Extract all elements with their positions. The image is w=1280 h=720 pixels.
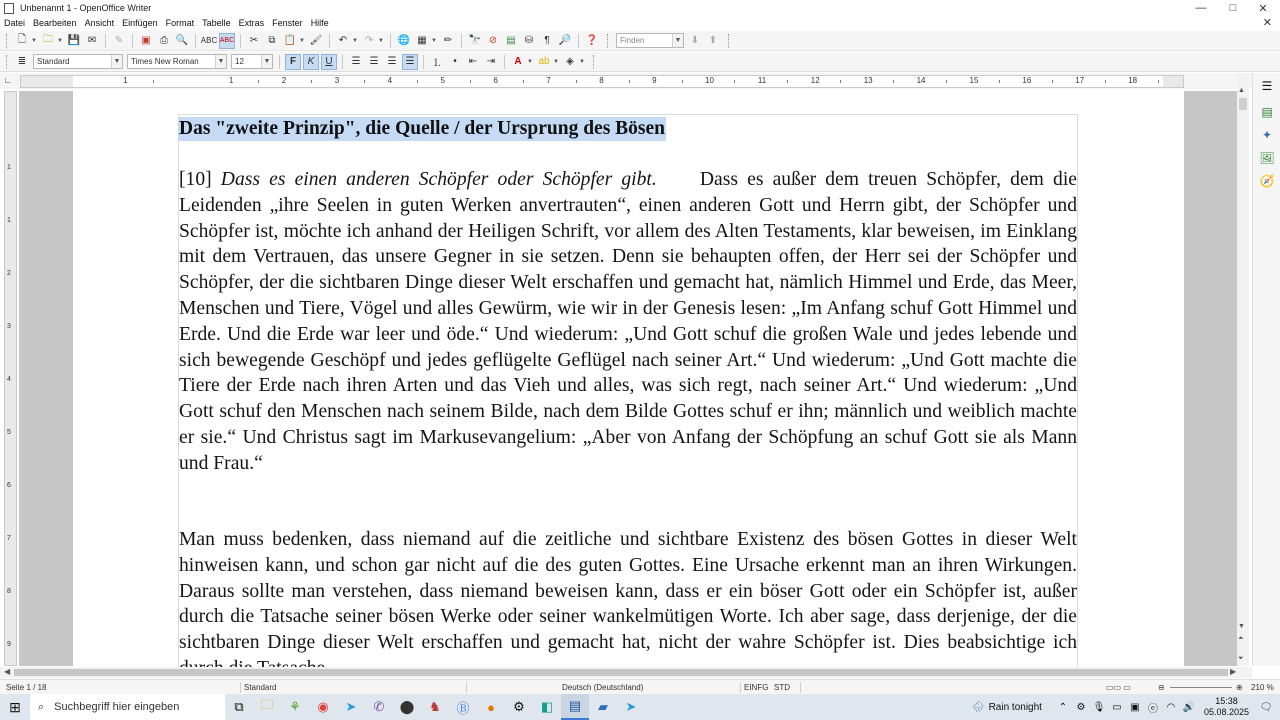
sidebar-menu-icon[interactable]: ☰ <box>1261 79 1273 93</box>
vruler-label: 5 <box>7 429 11 436</box>
ruler-tick <box>1105 80 1106 83</box>
paste-dropdown-icon[interactable]: ▼ <box>299 37 305 44</box>
italic-button[interactable]: K <box>303 54 319 70</box>
vruler-label: 8 <box>7 588 11 595</box>
ruler-tick <box>840 80 841 83</box>
spellcheck-icon[interactable]: ABC <box>200 36 218 45</box>
ruler-tick <box>893 80 894 83</box>
menu-fenster[interactable]: Fenster <box>272 18 303 28</box>
vruler-label: 9 <box>7 641 11 648</box>
previous-page-icon[interactable]: ⏶ <box>1238 635 1244 642</box>
battery-icon[interactable]: ▭ <box>1112 701 1122 713</box>
menu-tabelle[interactable]: Tabelle <box>202 18 231 28</box>
ruler-tick <box>364 80 365 83</box>
toolbar-grip[interactable] <box>6 34 9 48</box>
ruler-label: 6 <box>493 76 498 85</box>
toolbar-separator <box>461 34 462 48</box>
ruler-tick <box>946 80 947 83</box>
ruler-label: 4 <box>387 76 393 85</box>
styles-icon[interactable]: ✦ <box>1261 128 1273 142</box>
underline-button[interactable]: U <box>321 54 337 70</box>
ruler-tick <box>787 80 788 83</box>
formatting-toolbar <box>0 52 1280 72</box>
title-bar <box>0 0 1280 16</box>
window-title: Unbenannt 1 - OpenOffice Writer <box>20 3 152 13</box>
properties-icon[interactable]: ▤ <box>1261 105 1273 119</box>
ruler-label: 17 <box>1075 76 1085 85</box>
clone-formatting-icon[interactable]: 🖌 <box>309 35 323 46</box>
ruler-label: 3 <box>334 76 340 85</box>
selection-mode[interactable]: STD <box>774 683 790 692</box>
paragraph-1-text: Dass es außer dem treuen Schöpfer, dem die Leidenden „ihre Seelen in guten Werken anvertrauten“, einen anderen Gott und Herrn gibt, der Schöpfer und Schöpfer ist, möchte ich anhand der Heiligen Schrift, vor allem des Alten Testaments, klar beweisen, im Einklang mit dem Vertrauen, das unsere Gegner in sie setzen. Denn sie behaupten offen, der Herr sei der Schöpfer und Schöpfer, der die sichtbaren Dinge dieser Welt erschaffen und gemacht hat, nämlich Himmel und Erde, das Meer, Menschen und Tiere, Vögel und alles Gewürm, wie wir in der Genesis lesen: „Im Anfang schuf Gott Himmel und Erde. Und die Erde war leer und öde.“ Und wiederum: „Und Gott schuf die großen Wale und jedes lebende und sich bewegende Geschöpf und jedes geflügelte Geflügel nach seiner Art.“ Und wiederum: „Und Gott machte die Tiere der Erde nach ihren Arten und das Vieh und alles, was sich regt, nach seiner Art.“ Und wiederum: „Und Gott schuf den Menschen nach seinem Bilde, nach dem Bilde Gottes schuf er ihn; männlich und weiblich machte er sie.“ Und Christus sagt im Markusevangelium: „Aber von Anfang der Schöpfung an schuf Gott sie als Mann und Frau.“ <box>179 169 1077 474</box>
settings-icon[interactable]: ⚙ <box>513 699 525 714</box>
app-icon-dark[interactable]: ⬤ <box>399 699 415 714</box>
data-sources-icon[interactable]: ⛁ <box>524 35 534 46</box>
zoom-level[interactable]: 210 % <box>1251 683 1274 692</box>
table-icon[interactable]: ▦ <box>417 35 427 46</box>
toolbar-grip[interactable] <box>607 34 610 48</box>
microphone-icon[interactable]: 🎙 <box>1092 701 1106 713</box>
horizontal-scrollbar[interactable] <box>0 667 1252 678</box>
tray-app-icon[interactable]: ⚙ <box>1076 701 1086 713</box>
nonprinting-chars-icon[interactable]: ¶ <box>544 35 550 46</box>
background-color-icon[interactable]: ◈ <box>566 56 574 67</box>
horizontal-ruler[interactable] <box>20 75 1184 88</box>
ruler-label: 1 <box>228 76 234 85</box>
view-layout-icons[interactable]: ▭▭ ▭ <box>1106 683 1131 692</box>
paragraph-1-number: [10] <box>179 169 212 190</box>
vruler-label: 1 <box>7 164 11 171</box>
gallery-icon[interactable]: ▤ <box>506 35 516 46</box>
email-icon[interactable]: ✉ <box>87 35 97 46</box>
clock-time: 15:38 <box>1215 696 1238 706</box>
wifi-icon[interactable]: ◠ <box>1166 701 1176 713</box>
vruler-label: 3 <box>7 323 11 330</box>
increase-indent-icon[interactable]: ⇥ <box>486 56 496 67</box>
paragraph-1-italic: Dass es einen anderen Schöpfer oder Schöpfer gibt. <box>220 169 657 190</box>
find-dropdown-icon[interactable]: ▼ <box>672 34 683 47</box>
find-next-icon[interactable]: ⬇ <box>690 35 700 46</box>
document-heading[interactable]: Das "zweite Prinzip", die Quelle / der Ursprung des Bösen <box>179 118 666 139</box>
zoom-slider[interactable] <box>1170 687 1232 688</box>
toolbar-separator <box>504 55 505 69</box>
app-icon-orange[interactable]: ● <box>487 699 495 715</box>
zoom-in-icon[interactable]: ⊕ <box>1236 683 1243 692</box>
ruler-tick <box>311 80 312 83</box>
app-icon-red[interactable]: ♞ <box>429 699 441 714</box>
tray-overflow-icon[interactable]: ⌃ <box>1058 701 1068 713</box>
redo-dropdown-icon[interactable]: ▼ <box>378 37 384 44</box>
toolbar-separator <box>279 55 280 69</box>
highlighting-dropdown-icon[interactable]: ▼ <box>553 58 559 65</box>
vruler-label: 2 <box>7 270 11 277</box>
find-placeholder: Finden <box>620 36 645 45</box>
menu-hilfe[interactable]: Hilfe <box>310 18 329 28</box>
justify-icon[interactable]: ☰ <box>402 54 418 70</box>
file-explorer-icon[interactable]: 🗀 <box>260 697 274 712</box>
toolbar-separator <box>423 55 424 69</box>
notification-icon[interactable]: 🗨 <box>1259 701 1273 713</box>
ruler-label: 15 <box>969 76 979 85</box>
highlighting-icon[interactable]: ab <box>538 56 550 67</box>
menu-einfuegen[interactable]: Einfügen <box>122 18 158 28</box>
ruler-label: 5 <box>440 76 445 85</box>
decrease-indent-icon[interactable]: ⇤ <box>468 56 478 67</box>
chrome-icon[interactable]: ◉ <box>317 699 329 714</box>
font-name-value: Times New Roman <box>131 57 199 66</box>
ruler-label: 16 <box>1022 76 1032 85</box>
vruler-label: 1 <box>7 217 11 224</box>
toolbar-grip[interactable] <box>593 55 596 69</box>
scroll-up-icon[interactable]: ▲ <box>1238 87 1245 94</box>
ruler-tick <box>417 80 418 83</box>
clock-date: 05.08.2025 <box>1203 707 1249 717</box>
font-name-select[interactable] <box>127 54 227 69</box>
taskbar-search-placeholder: Suchbegriff hier eingeben <box>54 701 180 713</box>
vertical-scroll-thumb[interactable] <box>1239 98 1247 110</box>
navigator-icon[interactable]: ⊘ <box>488 35 498 46</box>
paragraph-2[interactable]: Man muss bedenken, dass niemand auf die zeitliche und sichtbare Existenz des bösen Gottes in dieser Welt hinweisen kann, und schon gar nicht auf die des guten Gottes. Eine Ursache erkennt man an ihren Wirkungen. Daraus sollte man verstehen, dass niemand beweisen kann, dass er ein böser Gott oder ein Schöpfer ist, außer durch die Tatsache seiner bösen Werke oder seiner wankelmütigen Worte. Ich aber sage, dass derjenige, der die sichtbaren Dinge dieser Welt erschaffen und gemacht hat, nicht der wahre Schöpfer ist. Dies beabsichtige ich <box>179 529 1077 654</box>
task-view-icon[interactable]: ⧉ <box>234 699 244 714</box>
ruler-label: 14 <box>916 76 926 85</box>
ruler-label: 7 <box>546 76 551 85</box>
status-separator <box>800 682 801 693</box>
ruler-label: 8 <box>599 76 604 85</box>
ruler-tick <box>734 80 735 83</box>
hyperlink-icon[interactable]: 🌐 <box>397 35 411 46</box>
align-right-icon[interactable]: ☰ <box>387 56 397 67</box>
find-replace-icon[interactable]: 🔭 <box>468 35 482 46</box>
display-icon[interactable]: ▣ <box>1130 701 1140 713</box>
navigator-panel-icon[interactable]: 🧭 <box>1259 174 1275 188</box>
help-icon[interactable]: ❓ <box>585 35 599 46</box>
toolbar-separator <box>342 55 343 69</box>
toolbar-separator <box>390 34 391 48</box>
table-dropdown-icon[interactable]: ▼ <box>431 37 437 44</box>
menu-extras[interactable]: Extras <box>238 18 265 28</box>
zoom-out-icon[interactable]: ⊖ <box>1158 683 1165 692</box>
close-button[interactable]: ✕ <box>1258 2 1268 15</box>
redo-icon[interactable]: ↷ <box>364 35 374 46</box>
toolbar-separator <box>578 34 579 48</box>
start-button[interactable]: ⊞ <box>9 698 21 715</box>
styles-formatting-icon[interactable]: ≣ <box>17 56 27 67</box>
ruler-tick <box>682 80 683 83</box>
paragraph-style-dropdown-icon[interactable]: ▼ <box>111 55 122 68</box>
close-document-button[interactable]: ✕ <box>1262 17 1272 29</box>
font-color-dropdown-icon[interactable]: ▼ <box>527 58 533 65</box>
clock[interactable] <box>1204 696 1249 718</box>
language-icon[interactable]: ⓔ <box>1147 703 1158 715</box>
font-size-value: 12 <box>235 57 244 66</box>
vertical-ruler[interactable] <box>4 91 17 666</box>
edit-file-icon[interactable]: ✎ <box>114 35 124 46</box>
toolbar-separator <box>132 34 133 48</box>
windows-taskbar <box>0 694 1280 720</box>
weather-icon: 🌧 <box>971 701 985 713</box>
background-color-dropdown-icon[interactable]: ▼ <box>579 58 585 65</box>
ruler-tick <box>258 80 259 83</box>
standard-toolbar <box>0 31 1280 51</box>
weather-widget[interactable] <box>972 702 1042 713</box>
paragraph-style-value: Standard <box>37 57 70 66</box>
search-icon: ⌕ <box>38 700 45 713</box>
sidebar <box>1252 73 1280 666</box>
new-dropdown-icon[interactable]: ▼ <box>31 37 37 44</box>
ruler-row <box>0 73 1280 89</box>
toolbar-separator <box>195 34 196 48</box>
status-bar <box>0 679 1280 694</box>
status-separator <box>466 682 467 693</box>
document-area[interactable] <box>19 91 1237 666</box>
ruler-tick <box>999 80 1000 83</box>
taskbar-search-box[interactable] <box>30 694 225 720</box>
status-separator <box>740 682 741 693</box>
app-icon-notes[interactable]: ▰ <box>598 699 608 714</box>
zoom-icon[interactable]: 🔎 <box>558 35 572 46</box>
menu-bar <box>0 16 1280 30</box>
ruler-tick <box>523 80 524 83</box>
save-icon[interactable]: 💾 <box>67 35 81 46</box>
menu-bearbeiten[interactable]: Bearbeiten <box>33 18 77 28</box>
open-dropdown-icon[interactable]: ▼ <box>57 37 63 44</box>
print-preview-icon[interactable]: 🔍 <box>175 35 189 46</box>
align-center-icon[interactable]: ☰ <box>369 56 379 67</box>
vruler-label: 6 <box>7 482 11 489</box>
find-previous-icon[interactable]: ⬆ <box>708 35 718 46</box>
open-folder-icon[interactable]: 🗀 <box>43 34 53 45</box>
page-indicator[interactable]: Seite 1 / 18 <box>6 683 47 692</box>
ruler-label: 11 <box>757 76 767 85</box>
toolbar-grip[interactable] <box>728 34 731 48</box>
app-icon-green[interactable]: ⚘ <box>289 699 301 714</box>
new-document-icon[interactable]: 🗋 <box>17 34 27 45</box>
copy-icon[interactable]: ⧉ <box>268 35 276 46</box>
volume-icon[interactable]: 🔊 <box>1182 701 1196 713</box>
undo-icon[interactable]: ↶ <box>338 35 348 46</box>
maximize-button[interactable]: □ <box>1229 2 1237 14</box>
language-indicator[interactable]: Deutsch (Deutschland) <box>562 683 644 692</box>
align-left-icon[interactable]: ☰ <box>351 56 361 67</box>
menu-ansicht[interactable]: Ansicht <box>84 18 115 28</box>
toolbar-separator <box>329 34 330 48</box>
scroll-left-icon[interactable]: ◀ <box>4 667 11 676</box>
paragraph-style-select[interactable] <box>33 54 123 69</box>
ruler-label: 1 <box>123 76 128 85</box>
vertical-scrollbar[interactable] <box>1237 73 1249 666</box>
scroll-down-icon[interactable]: ▼ <box>1238 623 1245 630</box>
ruler-tick <box>629 80 630 83</box>
toolbar-separator <box>105 34 106 48</box>
page-style[interactable]: Standard <box>244 683 277 692</box>
ruler-label: 2 <box>281 76 287 85</box>
telegram-icon[interactable]: ➤ <box>345 699 357 714</box>
bold-button[interactable]: F <box>285 54 301 70</box>
menu-datei[interactable]: Datei <box>4 18 26 28</box>
font-color-icon[interactable]: A <box>514 56 522 67</box>
export-pdf-icon[interactable]: ▣ <box>141 35 151 46</box>
font-size-dropdown-icon[interactable]: ▼ <box>261 55 272 68</box>
viber-icon[interactable]: ✆ <box>373 699 385 714</box>
minimize-button[interactable]: — <box>1195 2 1207 14</box>
font-name-dropdown-icon[interactable]: ▼ <box>215 55 226 68</box>
insert-mode[interactable]: EINFG <box>744 683 769 692</box>
ruler-tick <box>1052 80 1053 83</box>
bullets-icon[interactable]: • <box>453 56 457 67</box>
app-icon-blue-b[interactable]: Ⓑ <box>456 700 470 716</box>
numbering-icon[interactable]: ⒈ <box>432 58 442 69</box>
font-size-select[interactable] <box>231 54 273 69</box>
menu-format[interactable]: Format <box>165 18 195 28</box>
tab-stop-type-icon[interactable]: ∟ <box>4 76 12 85</box>
system-tray <box>972 694 1280 720</box>
print-icon[interactable]: ⎙ <box>160 35 168 46</box>
ruler-label: 9 <box>652 76 657 85</box>
ruler-label: 10 <box>705 76 714 85</box>
app-icon-teal[interactable]: ◧ <box>540 699 554 714</box>
horizontal-scroll-thumb[interactable] <box>14 669 1228 676</box>
next-page-icon[interactable]: ⏷ <box>1238 655 1244 662</box>
vruler-label: 7 <box>7 535 11 542</box>
ruler-label: 13 <box>863 76 873 85</box>
autospellcheck-icon[interactable]: ABC <box>219 33 235 49</box>
scroll-right-icon[interactable]: ▶ <box>1230 667 1237 676</box>
toolbar-separator <box>240 34 241 48</box>
document-page[interactable] <box>73 91 1184 691</box>
toolbar-grip[interactable] <box>6 55 9 69</box>
weather-text: Rain tonight <box>988 701 1042 713</box>
paste-icon[interactable]: 📋 <box>283 35 297 46</box>
ruler-tick <box>153 80 154 83</box>
gallery-panel-icon[interactable]: 🖼 <box>1259 151 1275 165</box>
show-draw-functions-icon[interactable]: ✏ <box>443 35 453 46</box>
find-input[interactable] <box>616 33 684 48</box>
ruler-tick <box>576 80 577 83</box>
openoffice-writer-task-icon[interactable]: ▤ <box>561 694 589 720</box>
ruler-tick <box>470 80 471 83</box>
ruler-tick <box>1158 80 1159 83</box>
vruler-label: 4 <box>7 376 11 383</box>
ruler-label: 12 <box>810 76 820 85</box>
writer-app-icon <box>4 3 14 14</box>
cut-icon[interactable]: ✂ <box>249 35 259 46</box>
undo-dropdown-icon[interactable]: ▼ <box>352 37 358 44</box>
ruler-label: 18 <box>1128 76 1138 85</box>
status-separator <box>240 682 241 693</box>
paragraph-1[interactable] <box>179 167 1077 477</box>
telegram-icon-2[interactable]: ➤ <box>625 699 637 714</box>
